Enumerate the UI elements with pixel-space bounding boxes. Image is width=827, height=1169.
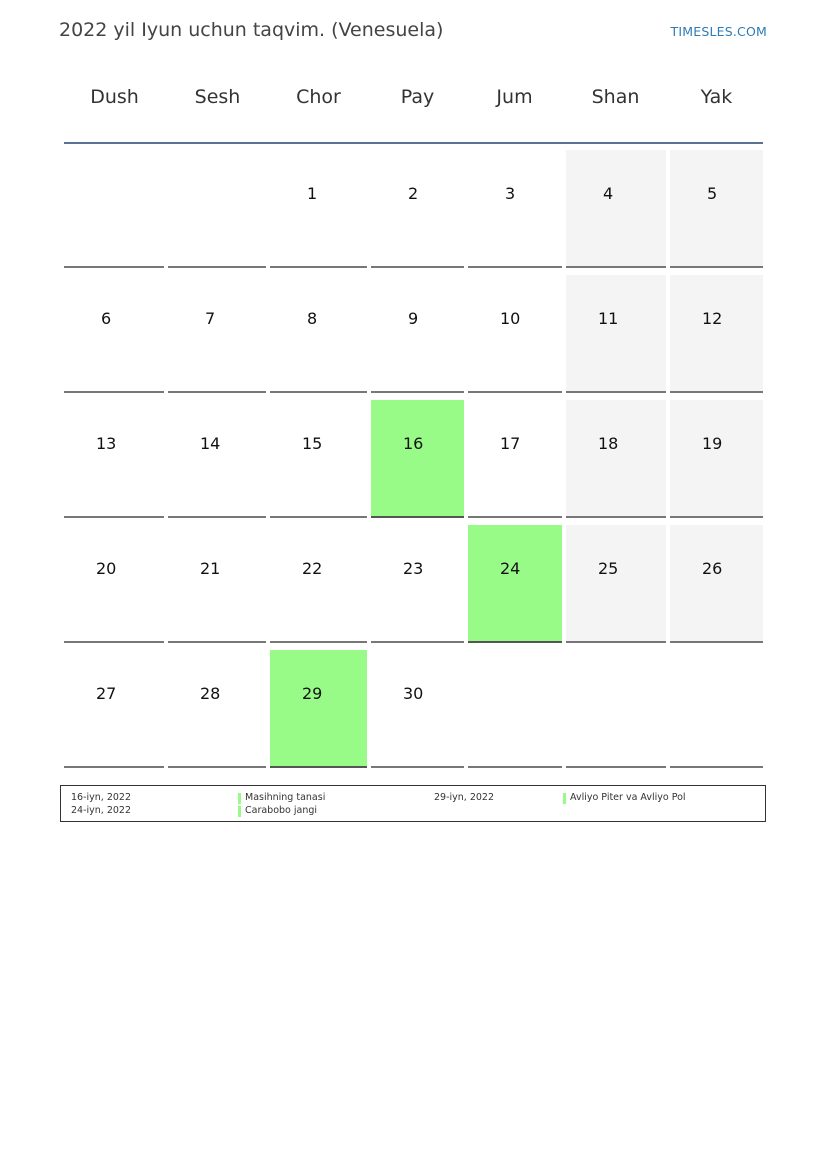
holiday-day-cell — [468, 525, 562, 643]
day-number: 26 — [702, 559, 723, 578]
day-cell — [64, 650, 164, 768]
day-cell — [670, 525, 763, 643]
day-number: 12 — [702, 309, 723, 328]
day-cell — [168, 275, 266, 393]
day-number: 3 — [505, 184, 516, 203]
day-cell — [566, 400, 666, 518]
weekday-fri: Jum — [496, 86, 533, 108]
holiday-day-cell — [270, 650, 367, 768]
site-link[interactable]: TIMESLES.COM — [670, 24, 767, 39]
day-number: 5 — [707, 184, 718, 203]
day-cell — [566, 525, 666, 643]
empty-day-cell — [566, 650, 666, 768]
day-cell — [64, 400, 164, 518]
legend-color-marker — [238, 806, 241, 817]
day-cell — [566, 275, 666, 393]
day-number: 1 — [307, 184, 318, 203]
holiday-legend — [60, 785, 766, 822]
day-number: 25 — [598, 559, 619, 578]
day-number: 4 — [603, 184, 614, 203]
day-cell — [270, 525, 367, 643]
day-number: 20 — [96, 559, 117, 578]
day-cell — [371, 150, 464, 268]
day-cell — [670, 400, 763, 518]
day-number: 19 — [702, 434, 723, 453]
day-number: 14 — [200, 434, 221, 453]
day-cell — [468, 275, 562, 393]
day-number: 22 — [302, 559, 323, 578]
empty-day-cell — [468, 650, 562, 768]
day-cell — [270, 400, 367, 518]
day-cell — [670, 150, 763, 268]
day-number: 8 — [307, 309, 318, 328]
day-cell — [168, 400, 266, 518]
legend-entry — [238, 805, 317, 816]
day-number: 10 — [500, 309, 521, 328]
day-number: 21 — [200, 559, 221, 578]
weekday-tue: Sesh — [194, 86, 241, 108]
day-cell — [566, 150, 666, 268]
day-cell — [371, 650, 464, 768]
weekday-sun: Yak — [700, 86, 733, 108]
day-cell — [270, 150, 367, 268]
day-cell — [64, 275, 164, 393]
day-cell — [371, 275, 464, 393]
day-number: 9 — [408, 309, 419, 328]
day-cell — [168, 650, 266, 768]
empty-day-cell — [670, 650, 763, 768]
day-cell — [168, 525, 266, 643]
legend-name: Carabobo jangi — [245, 805, 318, 816]
legend-date: 16-iyn, 2022 — [71, 792, 132, 803]
holiday-day-cell — [371, 400, 464, 518]
weekday-sat: Shan — [591, 86, 640, 108]
day-number: 27 — [96, 684, 117, 703]
day-number: 11 — [598, 309, 619, 328]
day-number: 6 — [101, 309, 112, 328]
empty-day-cell — [168, 150, 266, 268]
legend-name: Masihning tanasi — [245, 792, 326, 803]
day-cell — [64, 525, 164, 643]
day-number: 30 — [403, 684, 424, 703]
legend-entry — [238, 792, 325, 803]
day-number: 28 — [200, 684, 221, 703]
legend-date: 29-iyn, 2022 — [434, 792, 495, 803]
legend-color-marker — [563, 793, 566, 804]
day-cell — [670, 275, 763, 393]
empty-day-cell — [64, 150, 164, 268]
weekday-wed: Chor — [296, 86, 341, 108]
legend-name: Avliyo Piter va Avliyo Pol — [570, 792, 686, 803]
day-number: 29 — [302, 684, 323, 703]
legend-color-marker — [238, 793, 241, 804]
day-cell — [468, 400, 562, 518]
day-number: 18 — [598, 434, 619, 453]
day-number: 16 — [403, 434, 424, 453]
legend-date: 24-iyn, 2022 — [71, 805, 132, 816]
day-number: 13 — [96, 434, 117, 453]
weekday-thu: Pay — [400, 86, 435, 108]
page-title: 2022 yil Iyun uchun taqvim. (Venesuela) — [59, 19, 444, 41]
day-cell — [371, 525, 464, 643]
day-cell — [270, 275, 367, 393]
day-number: 15 — [302, 434, 323, 453]
weekday-mon: Dush — [90, 86, 139, 108]
day-number: 17 — [500, 434, 521, 453]
day-cell — [468, 150, 562, 268]
day-number: 2 — [408, 184, 419, 203]
legend-entry — [563, 792, 686, 803]
day-number: 7 — [205, 309, 216, 328]
day-number: 23 — [403, 559, 424, 578]
day-number: 24 — [500, 559, 521, 578]
